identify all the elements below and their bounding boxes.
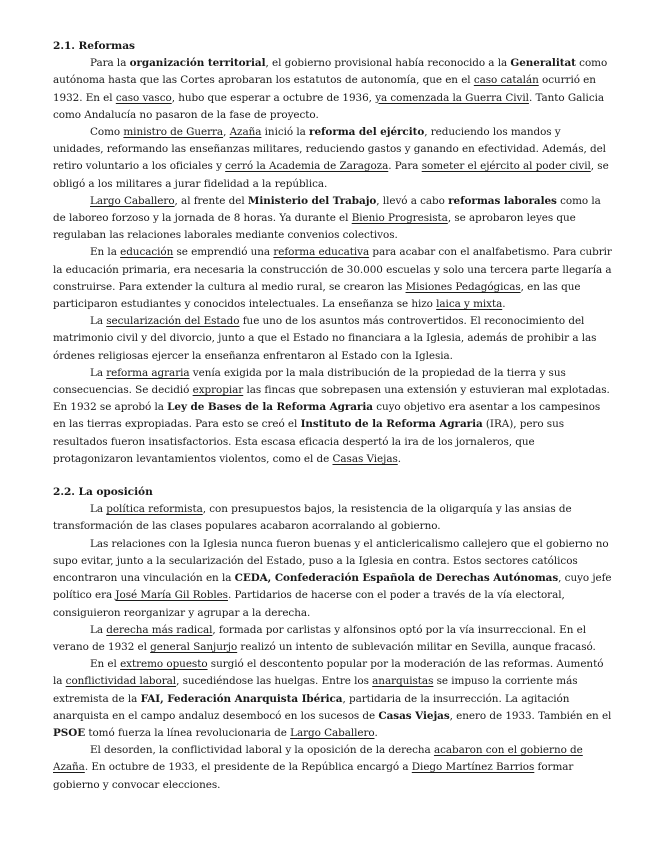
bold-term: reforma del ejército xyxy=(309,126,425,139)
text-run: , formada por carlistas y alfonsinos optó por la vía insurreccional. En el verano de 1932 el xyxy=(53,623,586,653)
paragraph xyxy=(53,536,613,622)
paragraph xyxy=(53,501,613,535)
text-run: , hubo que esperar a octubre de 1936, xyxy=(171,91,376,104)
text-run: . En octubre de 1933, el presidente de la República encargó a xyxy=(84,761,412,774)
bold-term: Ley de Bases de la Reforma Agraria xyxy=(167,401,373,414)
text-run: , sucediéndose las huelgas. Entre los xyxy=(176,675,373,688)
section-heading: 2.1. Reformas xyxy=(53,40,135,52)
text-run: En la xyxy=(90,246,121,259)
text-run: , en las que participaron estudiantes y conocidos intelectuales. La enseñanza se hizo xyxy=(53,280,581,311)
text-run: para acabar con el analfabetismo. Para cubrir la educación primaria, era necesaria la construcción de 30.000 escuelas y solo una tercera parte llegaría a construirse. Para extender la cultura al medio rural, se crearon las xyxy=(53,246,612,293)
text-run: surgió el descontento popular por la moderación de las reformas. Aumentó la xyxy=(53,658,604,688)
text-run: fue uno de los asuntos más controvertidos. El reconocimiento del matrimonio civil y del divorcio, junto a que el Estado no financiara a la Iglesia, además de prohibir a las órdenes religiosas ejercer la enseñanza enfrentaron al Estado con la Iglesia. xyxy=(53,315,597,362)
paragraph xyxy=(53,656,613,742)
text-run: , el gobierno provisional había reconocido a la xyxy=(265,57,511,70)
section-body xyxy=(53,501,613,793)
bold-term: Generalitat xyxy=(510,57,576,70)
underlined-term: ministro de Guerra xyxy=(123,126,224,139)
text-run: . Tanto Galicia como Andalucía no pasaron de la fase de proyecto. xyxy=(53,91,605,121)
text-run: cuyo objetivo era asentar a los campesinos en las tierras expropiadas. Para esto se creó el xyxy=(53,401,601,431)
underlined-term: Bienio Progresista xyxy=(351,212,448,225)
text-run: La xyxy=(90,503,107,516)
underlined-term: ya comenzada la Guerra Civil xyxy=(375,91,529,104)
paragraph xyxy=(53,124,613,193)
underlined-term: Largo Caballero xyxy=(290,726,375,739)
text-run: . xyxy=(397,452,402,465)
text-run: , al frente del xyxy=(174,194,248,207)
underlined-term: caso vasco xyxy=(115,91,172,104)
bold-term: Instituto de la Reforma Agraria xyxy=(300,418,483,431)
text-run: . xyxy=(374,726,378,739)
paragraph xyxy=(53,313,613,365)
underlined-term: Largo Caballero xyxy=(90,194,175,207)
text-run: Para la xyxy=(90,57,130,70)
text-run: , cuyo jefe político era xyxy=(53,572,612,602)
paragraph xyxy=(53,742,613,794)
text-run: ocurrió en 1932. En el xyxy=(53,74,596,104)
paragraph xyxy=(53,55,613,124)
underlined-term: educación xyxy=(120,246,174,259)
text-run: . Para xyxy=(388,160,422,173)
text-run: La xyxy=(90,623,107,636)
paragraph xyxy=(53,365,613,468)
paragraph xyxy=(53,244,613,313)
text-run: inició la xyxy=(261,126,310,139)
text-run: (IRA), pero sus resultados fueron insatisfactorios. Esta escasa eficacia despertó la ira de los jornaleros, que protagonizaron levantamientos violentos, como el de xyxy=(53,418,565,465)
text-run: , se aprobaron leyes que regulaban las relaciones laborales mediante convenios colectivos. xyxy=(53,212,576,242)
text-run: se impuso la corriente más extremista de la xyxy=(53,675,578,705)
text-run: La xyxy=(90,315,107,328)
bold-term: Ministerio del Trabajo xyxy=(247,194,377,207)
underlined-term: conflictividad laboral xyxy=(65,675,177,688)
text-run: como la de laboreo forzoso y la jornada de 8 horas. Ya durante el xyxy=(53,194,601,225)
text-run: , se obligó a los militares a jurar fidelidad a la república. xyxy=(53,160,609,190)
underlined-term: Azaña xyxy=(229,126,262,139)
bold-term: reformas laborales xyxy=(448,194,557,207)
bold-term: PSOE xyxy=(53,726,86,739)
text-run: El desorden, la conflictividad laboral y la oposición de la derecha xyxy=(90,744,434,757)
text-run: venía exigida por la mala distribución de la propiedad de la tierra y sus consecuencias. Se decidió xyxy=(53,366,566,397)
underlined-term: laica y mixta xyxy=(436,298,503,311)
underlined-term: reforma agraria xyxy=(106,366,190,379)
text-run: . Partidarios de hacerse con el poder a través de la vía electoral, consiguieron reorganizar y agrupar a la derecha. xyxy=(53,589,565,619)
underlined-term: política reformista xyxy=(106,503,203,516)
underlined-term: Misiones Pedagógicas xyxy=(405,280,521,293)
underlined-term: cerró la Academia de Zaragoza xyxy=(225,160,389,173)
section-reformas xyxy=(53,38,613,468)
bold-term: organización territorial xyxy=(129,57,266,70)
underlined-term: caso catalán xyxy=(473,74,539,87)
underlined-term: Diego Martínez Barrios xyxy=(411,761,535,774)
underlined-term: reforma educativa xyxy=(273,246,370,259)
bold-term: Casas Viejas xyxy=(378,709,450,722)
text-run: La xyxy=(90,366,107,379)
paragraph xyxy=(53,622,613,656)
underlined-term: general Sanjurjo xyxy=(150,640,238,653)
underlined-term: acabaron con el gobierno de Azaña xyxy=(53,744,583,774)
text-run: , reduciendo los mandos y unidades, reformando las enseñanzas militares, reduciendo gastos y ganando en efectividad. Además, del retiro voluntario a los oficiales y xyxy=(53,126,606,173)
text-run: las fincas que sobrepasen una extensión y estuvieran mal explotadas. En 1932 se aprobó la xyxy=(53,384,610,414)
text-run: se emprendió una xyxy=(173,246,274,259)
section-body xyxy=(53,55,613,468)
underlined-term: someter el ejército al poder civil xyxy=(421,160,591,173)
underlined-term: Casas Viejas xyxy=(332,452,398,465)
section-heading: 2.2. La oposición xyxy=(53,486,153,499)
bold-term: FAI, Federación Anarquista Ibérica xyxy=(140,692,343,705)
text-run: , xyxy=(223,126,230,139)
text-run: formar gobierno y convocar elecciones. xyxy=(53,761,574,791)
text-run: En el xyxy=(90,658,121,671)
text-run: . xyxy=(502,298,506,311)
section-oposicion xyxy=(53,484,613,794)
underlined-term: derecha más radical xyxy=(106,623,213,636)
text-run: , partidaria de la insurrección. La agitación anarquista en el campo andaluz desembocó en los sucesos de xyxy=(53,692,570,722)
text-run: , llevó a cabo xyxy=(376,194,449,207)
text-run: realizó un intento de sublevación militar en Sevilla, aunque fracasó. xyxy=(237,640,596,653)
document-page xyxy=(53,38,613,794)
text-run: , con presupuestos bajos, la resistencia de la oligarquía y las ansias de transformación de las clases populares acabaron acorralando al gobierno. xyxy=(53,503,572,533)
underlined-term: anarquistas xyxy=(372,675,434,688)
underlined-term: José María Gil Robles xyxy=(115,589,228,602)
text-run: tomó fuerza la línea revolucionaria de xyxy=(85,726,291,739)
text-run: Las relaciones con la Iglesia nunca fueron buenas y el anticlericalismo callejero que el gobierno no supo evitar, junto a la secularización del Estado, puso a la Iglesia en contra. Estos sectores católicos encontraron una vinculación en la xyxy=(53,537,609,585)
underlined-term: secularización del Estado xyxy=(106,315,240,328)
text-run: Como xyxy=(90,126,124,139)
underlined-term: extremo opuesto xyxy=(120,658,208,671)
text-run: como autónoma hasta que las Cortes aprobaran los estatutos de autonomía, que en el xyxy=(53,57,608,87)
bold-term: CEDA, Confederación Española de Derechas Autónomas xyxy=(234,572,559,585)
underlined-term: expropiar xyxy=(192,384,244,397)
text-run: , enero de 1933. También en el xyxy=(449,709,612,722)
paragraph xyxy=(53,193,613,245)
